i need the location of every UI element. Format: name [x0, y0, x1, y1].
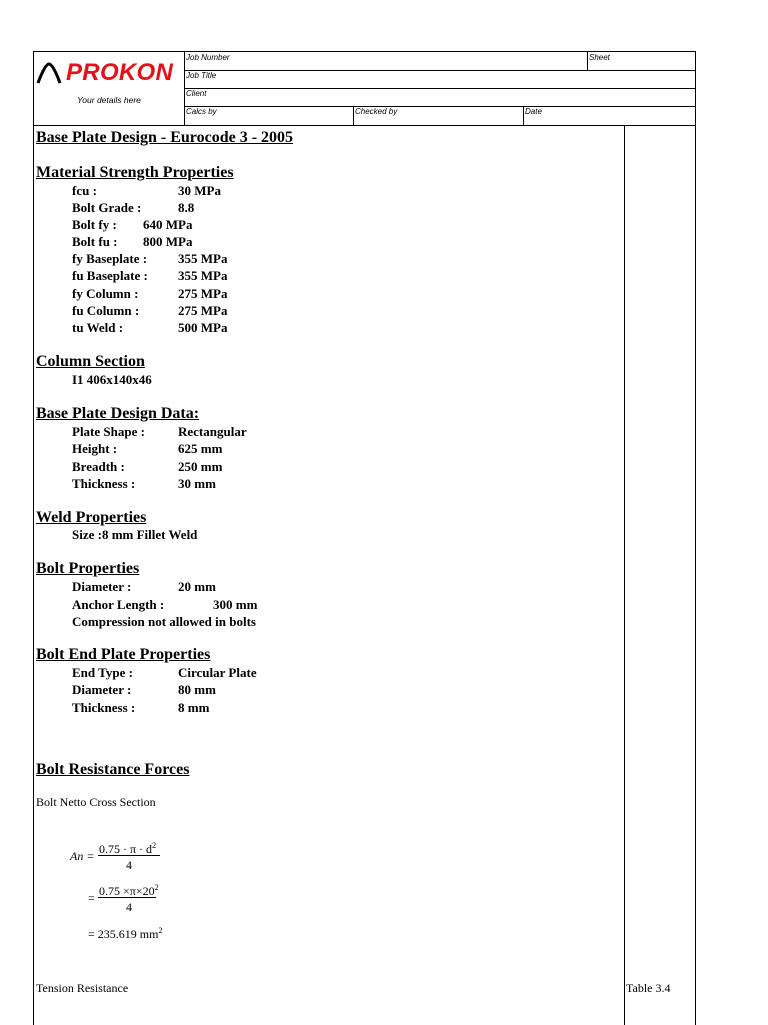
baseplate-value-1: 625 mm	[178, 441, 223, 456]
endplate-label-1: Diameter :	[72, 682, 132, 697]
endplate-label-2: Thickness :	[72, 700, 136, 715]
weld-value: Size :8 mm Fillet Weld	[72, 527, 198, 542]
prokon-logo	[36, 57, 184, 87]
column-value: I1 406x140x46	[72, 372, 152, 387]
eq2-numerator: $0.75 \times\pi\times 20^2$	[99, 883, 159, 898]
material-value-2: 640 MPa	[143, 217, 193, 232]
material-label-6: fy Column :	[72, 286, 139, 301]
tension-label: Tension Resistance	[36, 981, 129, 995]
material-label-5: fu Baseplate :	[72, 268, 148, 283]
baseplate-label-3: Thickness :	[72, 476, 136, 491]
baseplate-label-2: Breadth :	[72, 459, 125, 474]
netto-label: Bolt Netto Cross Section	[36, 795, 156, 809]
weld-heading: Weld Properties	[36, 509, 147, 526]
material-label-8: tu Weld :	[72, 320, 124, 335]
bolt-label-0: Diameter :	[72, 579, 132, 594]
baseplate-label-1: Height :	[72, 441, 118, 456]
logo-arc-icon	[36, 62, 62, 84]
bolt-value-0: 20 mm	[178, 579, 216, 594]
eq2-fraction-bar	[98, 897, 156, 898]
bolt-label-1: Anchor Length :	[72, 597, 165, 612]
eq1-numerator: $0.75 \cdot \pi \cdot d^2$	[99, 841, 157, 856]
baseplate-heading: Base Plate Design Data:	[36, 405, 200, 422]
job-number-label: Job Number	[186, 53, 230, 62]
endplate-value-0: Circular Plate	[178, 665, 257, 680]
eq1-lhs: An =	[70, 849, 95, 863]
baseplate-value-2: 250 mm	[178, 459, 223, 474]
bolt-value-1: 300 mm	[213, 597, 258, 612]
material-heading: Material Strength Properties	[36, 164, 234, 181]
your-details: Your details here	[77, 95, 141, 105]
header-bottom-line	[34, 125, 695, 126]
material-value-7: 275 MPa	[178, 303, 228, 318]
sheet-divider	[587, 52, 588, 70]
material-label-0: fcu :	[72, 183, 97, 198]
sheet-label: Sheet	[589, 53, 610, 62]
resistance-heading: Bolt Resistance Forces	[36, 761, 190, 778]
logo-text: PROKON	[66, 59, 174, 86]
date-label: Date	[525, 107, 542, 116]
date-divider	[523, 106, 524, 125]
checked-by-label: Checked by	[355, 107, 398, 116]
endplate-label-0: End Type :	[72, 665, 133, 680]
margin-column-line	[624, 125, 625, 1025]
material-value-0: 30 MPa	[178, 183, 221, 198]
material-value-1: 8.8	[178, 200, 195, 215]
endplate-value-1: 80 mm	[178, 682, 216, 697]
endplate-heading: Bolt End Plate Properties	[36, 646, 211, 663]
bolt-heading: Bolt Properties	[36, 560, 140, 577]
job-title-label: Job Title	[186, 71, 217, 80]
eq2-denominator: 4	[126, 900, 132, 914]
material-label-3: Bolt fu :	[72, 234, 118, 249]
material-value-4: 355 MPa	[178, 251, 228, 266]
calcs-by-label: Calcs by	[186, 107, 217, 116]
material-value-5: 355 MPa	[178, 268, 228, 283]
header-row-line-1	[184, 70, 695, 71]
material-label-7: fu Column :	[72, 303, 140, 318]
table-reference: Table 3.4	[626, 981, 671, 995]
material-label-4: fy Baseplate :	[72, 251, 148, 266]
document-title: Base Plate Design - Eurocode 3 - 2005	[36, 129, 294, 146]
eq1-denominator: 4	[126, 858, 132, 872]
header-row-line-3	[184, 106, 695, 107]
endplate-value-2: 8 mm	[178, 700, 210, 715]
material-value-6: 275 MPa	[178, 286, 228, 301]
material-label-2: Bolt fy :	[72, 217, 117, 232]
material-value-3: 800 MPa	[143, 234, 193, 249]
column-heading: Column Section	[36, 353, 145, 370]
material-value-8: 500 MPa	[178, 320, 228, 335]
bolt-note: Compression not allowed in bolts	[72, 614, 256, 629]
baseplate-label-0: Plate Shape :	[72, 424, 145, 439]
checked-divider	[353, 106, 354, 125]
baseplate-value-3: 30 mm	[178, 476, 216, 491]
client-label: Client	[186, 89, 207, 98]
eq1-fraction-bar	[98, 855, 160, 856]
eq-result: = 235.619 $mm^2$	[88, 926, 163, 941]
baseplate-value-0: Rectangular	[178, 424, 247, 439]
material-label-1: Bolt Grade :	[72, 200, 142, 215]
eq2-equals: =	[88, 891, 95, 905]
header-row-line-2	[184, 88, 695, 89]
